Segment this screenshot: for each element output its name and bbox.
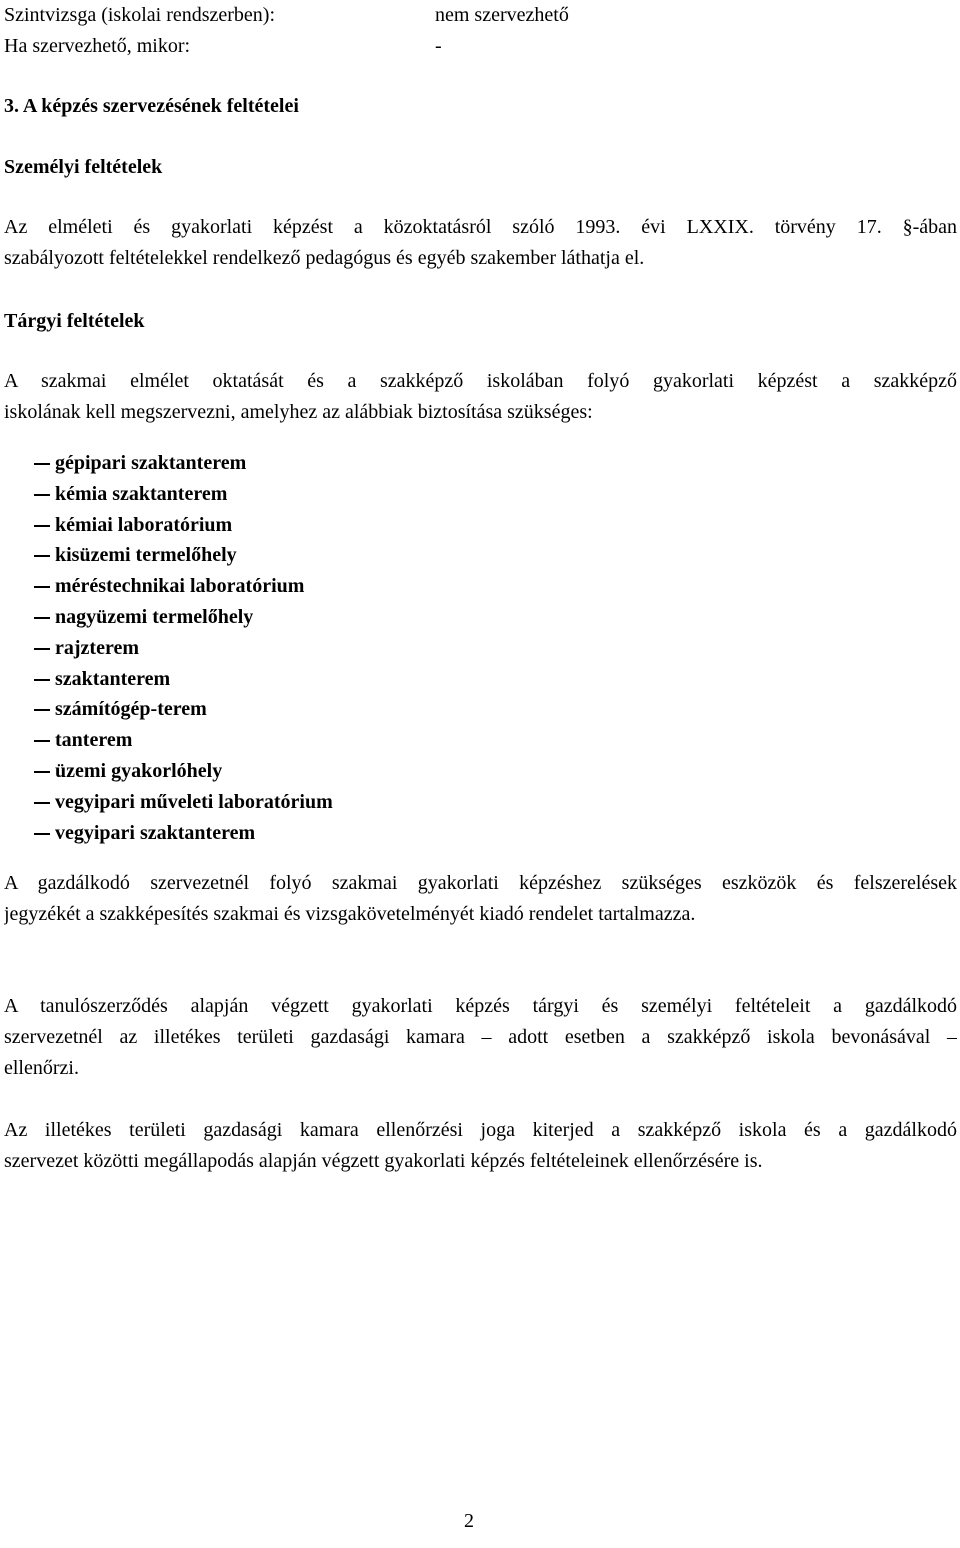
list-item (34, 756, 333, 787)
list-item (34, 818, 333, 849)
list-item (34, 479, 333, 510)
list-item (34, 448, 333, 479)
page-number: 2 (464, 1510, 474, 1532)
paragraph-line: szervezetnél az illetékes területi gazdasági kamara – adott esetben a szakképző iskola bevonásával – (4, 1026, 957, 1048)
list-item (34, 787, 333, 818)
paragraph-line: szabályozott feltételekkel rendelkező pedagógus és egyéb szakember láthatja el. (4, 247, 645, 269)
dash-bullet (34, 648, 50, 650)
material-intro-paragraph (4, 366, 957, 428)
dash-bullet (34, 525, 50, 527)
list-item-label: vegyipari szaktanterem (55, 821, 256, 844)
list-item (34, 510, 333, 541)
dash-bullet (34, 771, 50, 773)
dash-bullet (34, 555, 50, 557)
required-rooms-list (34, 448, 333, 848)
paragraph-line: Az illetékes területi gazdasági kamara ellenőrzési joga kiterjed a szakképző iskola és a gazdálkodó (4, 1119, 957, 1141)
dash-bullet (34, 586, 50, 588)
list-item-label: kémia szaktanterem (55, 482, 228, 505)
list-item-label: méréstechnikai laboratórium (55, 575, 305, 598)
list-item-label: szaktanterem (55, 667, 171, 690)
dash-bullet (34, 463, 50, 465)
paragraph-line: A szakmai elmélet oktatását és a szakképző iskolában folyó gyakorlati képzést a szakképző (4, 370, 957, 392)
personal-conditions-paragraph (4, 212, 957, 274)
list-item (34, 633, 333, 664)
list-item (34, 540, 333, 571)
dash-bullet (34, 833, 50, 835)
exam-when-row (4, 31, 957, 61)
list-item (34, 725, 333, 756)
list-item (34, 694, 333, 725)
chamber-control-paragraph (4, 1115, 957, 1177)
dash-bullet (34, 494, 50, 496)
section-title: 3. A képzés szervezésének feltételei (4, 95, 299, 117)
paragraph-line: A tanulószerződés alapján végzett gyakorlati képzés tárgyi és személyi feltételeit a gazdálkodó (4, 995, 957, 1017)
apprenticeship-paragraph (4, 991, 957, 1084)
paragraph-line: Az elméleti és gyakorlati képzést a közoktatásról szóló 1993. évi LXXIX. törvény 17. §-ában (4, 216, 957, 238)
exam-label: Szintvizsga (iskolai rendszerben): (4, 4, 276, 26)
list-item-label: kisüzemi termelőhely (55, 544, 237, 567)
dash-bullet (34, 740, 50, 742)
list-item-label: vegyipari műveleti laboratórium (55, 790, 333, 813)
paragraph-line: A gazdálkodó szervezetnél folyó szakmai gyakorlati képzéshez szükséges eszközök és felszerelések (4, 872, 957, 894)
document-page (4, 0, 957, 1548)
paragraph-line: iskolának kell megszervezni, amelyhez az alábbiak biztosítása szükséges: (4, 401, 593, 423)
list-item-label: nagyüzemi termelőhely (55, 605, 254, 628)
equipment-paragraph (4, 868, 957, 930)
list-item-label: számítógép-terem (55, 698, 207, 721)
list-item (34, 602, 333, 633)
exam-value: nem szervezhető (435, 4, 569, 26)
material-conditions-title: Tárgyi feltételek (4, 310, 145, 332)
exam-row (4, 0, 957, 30)
dash-bullet (34, 617, 50, 619)
paragraph-line: szervezet közötti megállapodás alapján végzett gyakorlati képzés feltételeinek ellenőrzésére is. (4, 1150, 763, 1172)
list-item-label: gépipari szaktanterem (55, 452, 247, 474)
list-item-label: rajzterem (55, 636, 140, 659)
list-item-label: tanterem (55, 729, 133, 752)
list-item (34, 571, 333, 602)
personal-conditions-title: Személyi feltételek (4, 156, 163, 178)
exam-when-label: Ha szervezhető, mikor: (4, 35, 191, 57)
list-item-label: kémiai laboratórium (55, 513, 233, 536)
list-item-label: üzemi gyakorlóhely (55, 759, 223, 782)
paragraph-line: ellenőrzi. (4, 1057, 79, 1079)
dash-bullet (34, 802, 50, 804)
paragraph-line: jegyzékét a szakképesítés szakmai és vizsgakövetelményét kiadó rendelet tartalmazza. (4, 903, 696, 925)
list-item (34, 664, 333, 695)
exam-when-value: - (435, 35, 442, 57)
dash-bullet (34, 709, 50, 711)
dash-bullet (34, 679, 50, 681)
